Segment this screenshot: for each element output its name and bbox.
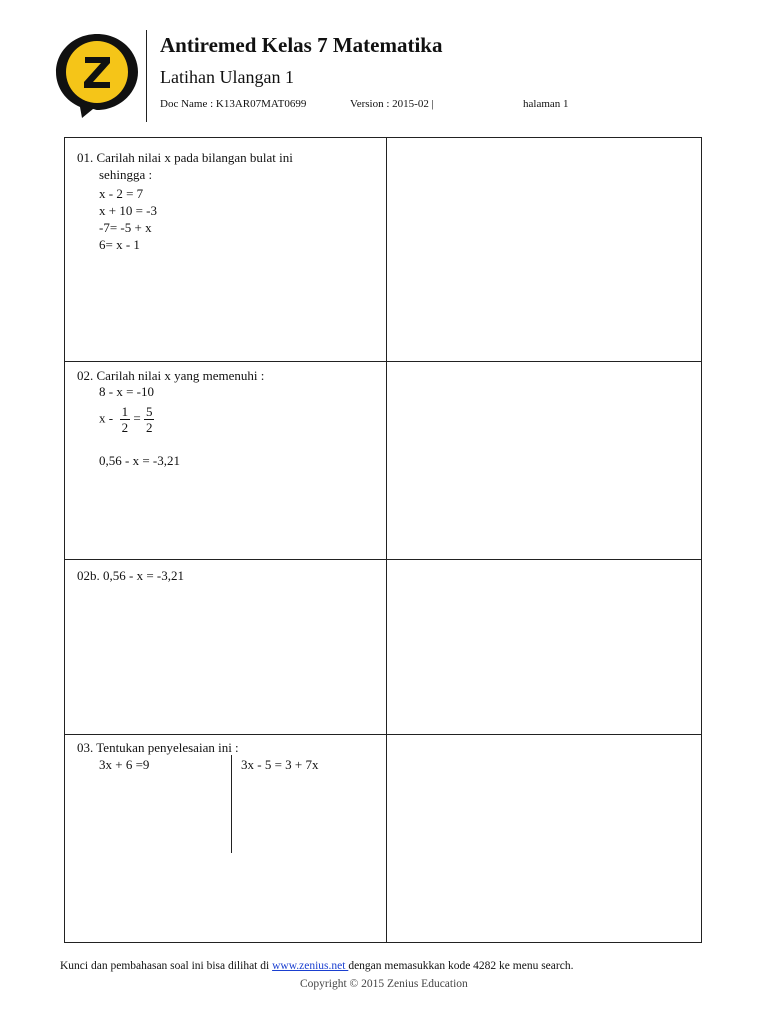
question-text: sehingga : <box>99 167 153 182</box>
question-text: 02b. 0,56 - x = -3,21 <box>77 568 184 583</box>
equation: 8 - x = -10 <box>99 384 154 399</box>
question-cell <box>65 138 387 361</box>
question-text: 03. Tentukan penyelesaian ini : <box>77 740 239 755</box>
fraction: $\frac{1}{2}$ <box>121 404 129 435</box>
equation: 3x - 5 = 3 + 7x <box>241 757 319 772</box>
column-divider <box>231 755 232 853</box>
fraction-equation: x - $\frac{1}{2}$ = $\frac{5}{2}$ <box>99 404 153 435</box>
question-row-2b <box>65 560 701 735</box>
question-table <box>64 137 702 943</box>
question-row-1 <box>65 138 701 362</box>
equation: x - 2 = 7 <box>99 186 144 201</box>
zenius-logo-icon <box>52 30 142 120</box>
footer-note: Kunci dan pembahasan soal ini bisa dilihat di www.zenius.net dengan memasukkan kode 4282 ke menu search. <box>60 960 574 972</box>
fraction: $\frac{5}{2}$ <box>145 404 153 435</box>
header-divider <box>146 30 147 122</box>
equation: x + 10 = -3 <box>99 203 157 218</box>
equation: 0,56 - x = -3,21 <box>99 453 180 468</box>
copyright: Copyright © 2015 Zenius Education <box>300 978 468 990</box>
question-text: 01. Carilah nilai x pada bilangan bulat ini <box>77 150 293 165</box>
document-title: Antiremed Kelas 7 Matematika <box>160 33 443 57</box>
question-row-2 <box>65 362 701 560</box>
equation: 3x + 6 =9 <box>99 757 150 772</box>
doc-name: Doc Name : K13AR07MAT0699 <box>160 98 307 110</box>
question-cell <box>65 735 387 942</box>
question-row-3 <box>65 735 701 942</box>
doc-version: Version : 2015-02 | <box>350 98 434 110</box>
equation: -7= -5 + x <box>99 220 152 235</box>
question-text: 02. Carilah nilai x yang memenuhi : <box>77 368 265 383</box>
question-cell <box>65 560 387 734</box>
question-cell <box>65 362 387 559</box>
document-subtitle: Latihan Ulangan 1 <box>160 67 294 87</box>
zenius-link[interactable]: www.zenius.net <box>272 960 349 972</box>
page-number: halaman 1 <box>523 98 569 110</box>
equation: 6= x - 1 <box>99 237 140 252</box>
